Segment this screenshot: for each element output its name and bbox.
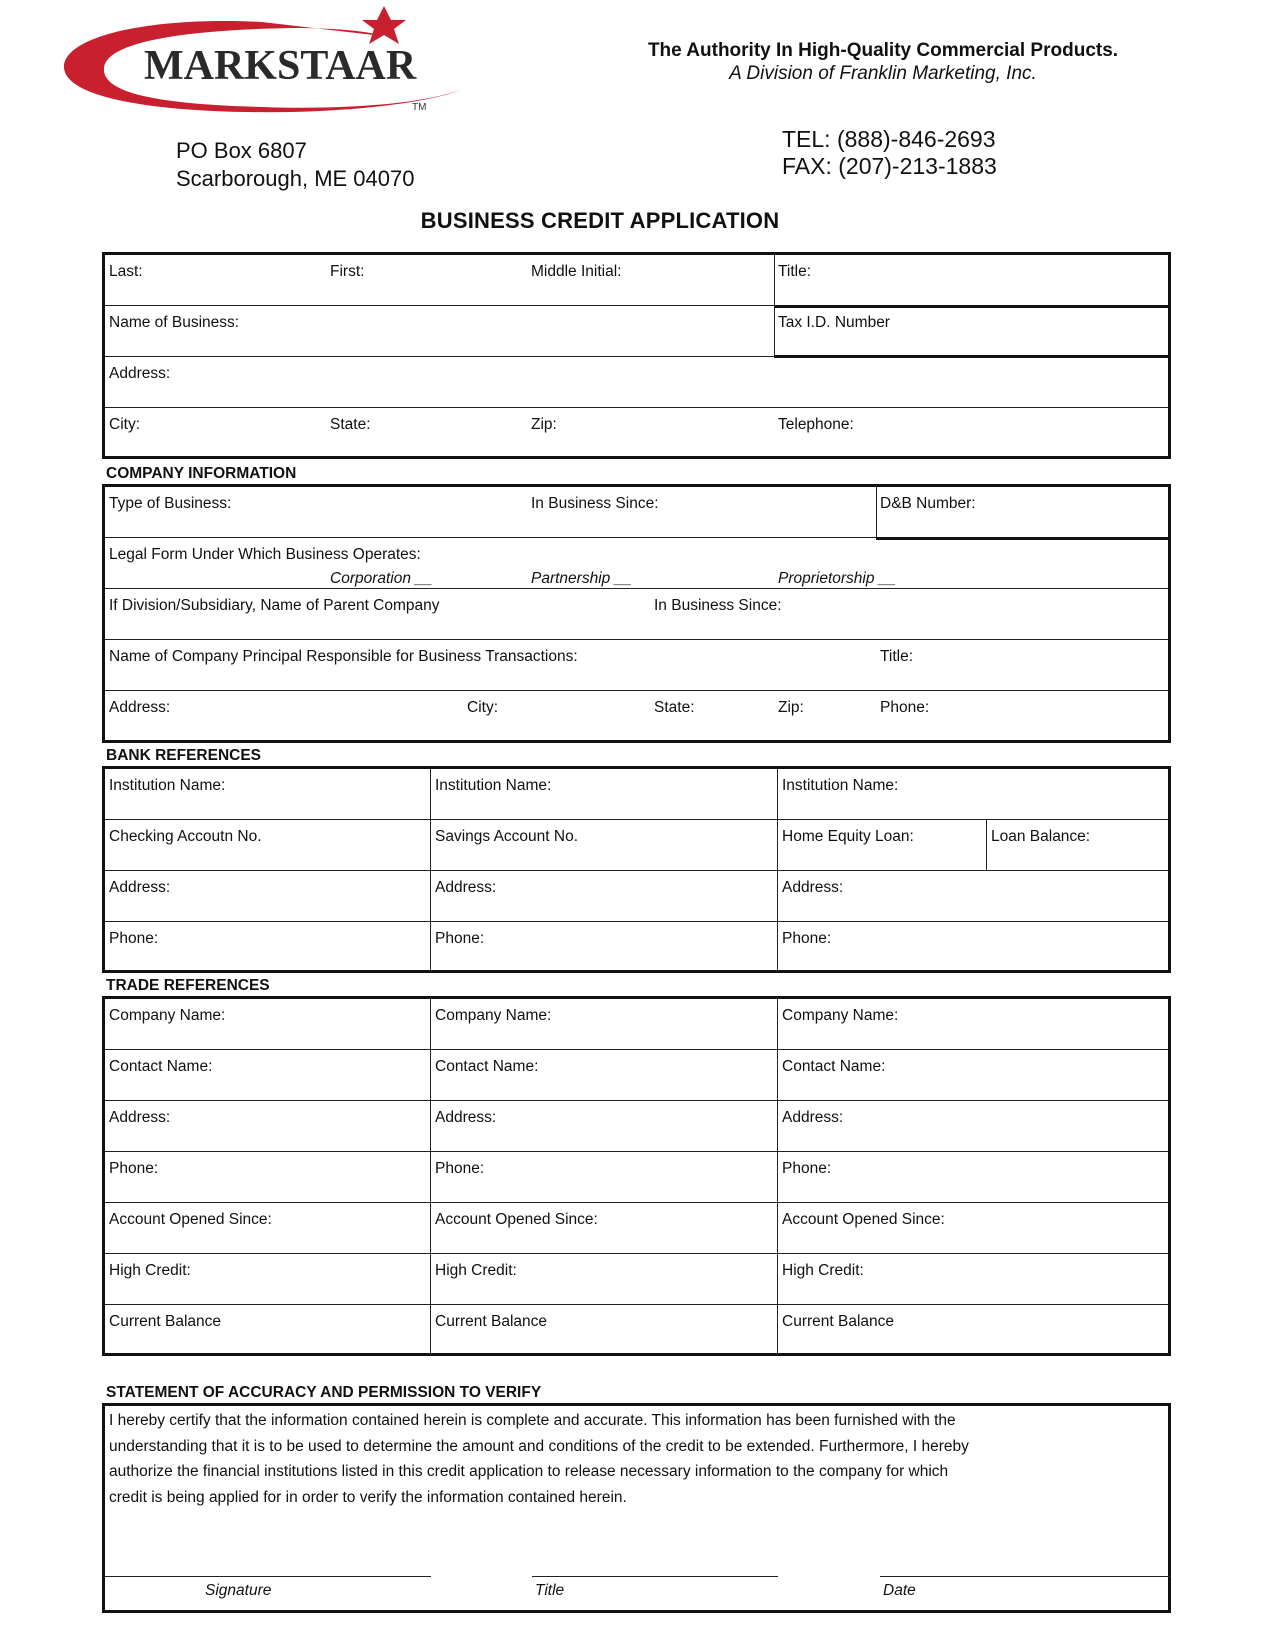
- in-business-since-field[interactable]: In Business Since:: [531, 495, 659, 512]
- statement-line-4: credit is being applied for in order to verify the information contained herein.: [109, 1488, 627, 1506]
- statement-line-1: I hereby certify that the information contained herein is complete and accurate. This information has been furnished with the: [109, 1412, 956, 1429]
- trade-3-phone[interactable]: Phone:: [782, 1160, 832, 1177]
- markstaar-logo: [62, 6, 462, 122]
- bank-2-phone[interactable]: Phone:: [435, 930, 485, 947]
- date-label: Date: [883, 1582, 916, 1599]
- trade-2-high-credit[interactable]: High Credit:: [435, 1262, 517, 1279]
- parent-company-field[interactable]: If Division/Subsidiary, Name of Parent Company: [109, 597, 440, 614]
- principal-title-field[interactable]: Title:: [880, 648, 914, 665]
- statement-heading: STATEMENT OF ACCURACY AND PERMISSION TO VERIFY: [106, 1384, 542, 1401]
- trade-2-company[interactable]: Company Name:: [435, 1007, 552, 1024]
- trade-contact-row: [105, 1050, 1168, 1101]
- bank-references-section: [102, 766, 1171, 973]
- address-row: [105, 357, 1168, 408]
- trade-2-opened[interactable]: Account Opened Since:: [435, 1211, 598, 1228]
- trade-1-high-credit[interactable]: High Credit:: [109, 1262, 191, 1279]
- city-row: [105, 408, 1168, 459]
- savings-account-field[interactable]: Savings Account No.: [435, 828, 579, 845]
- principal-row: [105, 640, 1168, 691]
- company-address-field[interactable]: Address:: [109, 699, 171, 716]
- trade-2-balance[interactable]: Current Balance: [435, 1313, 548, 1330]
- tax-id-field[interactable]: Tax I.D. Number: [778, 314, 890, 331]
- legal-form-row: [105, 538, 1168, 589]
- contact-numbers: [782, 126, 997, 180]
- trade-opened-row: [105, 1203, 1168, 1254]
- state-field[interactable]: State:: [330, 416, 371, 433]
- fax-number: FAX: (207)-213-1883: [782, 153, 997, 179]
- statement-text: [109, 1408, 1029, 1510]
- bank-2-institution[interactable]: Institution Name:: [435, 777, 552, 794]
- trade-phone-row: [105, 1152, 1168, 1203]
- bank-3-address[interactable]: Address:: [782, 879, 844, 896]
- statement-section: [102, 1403, 1171, 1613]
- applicant-title-field[interactable]: Title:: [778, 263, 812, 280]
- trade-high-credit-row: [105, 1254, 1168, 1305]
- bank-2-address[interactable]: Address:: [435, 879, 497, 896]
- type-row: [105, 487, 1168, 538]
- trade-2-contact[interactable]: Contact Name:: [435, 1058, 539, 1075]
- signer-title-label: Title: [535, 1582, 565, 1599]
- partnership-option[interactable]: Partnership __: [531, 570, 632, 587]
- legal-form-label: Legal Form Under Which Business Operates:: [109, 546, 421, 563]
- mailing-address: [176, 137, 415, 193]
- trade-references-heading: TRADE REFERENCES: [106, 977, 270, 994]
- dnb-number-field[interactable]: D&B Number:: [880, 495, 976, 512]
- parent-since-field[interactable]: In Business Since:: [654, 597, 782, 614]
- address-field[interactable]: Address:: [109, 365, 171, 382]
- svg-text:TM: TM: [412, 102, 427, 113]
- company-zip-field[interactable]: Zip:: [778, 699, 804, 716]
- trade-3-high-credit[interactable]: High Credit:: [782, 1262, 864, 1279]
- company-tagline: The Authority In High-Quality Commercial Products.: [647, 40, 1119, 61]
- trade-2-phone[interactable]: Phone:: [435, 1160, 485, 1177]
- zip-field[interactable]: Zip:: [531, 416, 557, 433]
- company-section: [102, 484, 1171, 743]
- trade-3-balance[interactable]: Current Balance: [782, 1313, 895, 1330]
- division-text: A Division of Franklin Marketing, Inc.: [729, 63, 1037, 84]
- checking-account-field[interactable]: Checking Accoutn No.: [109, 828, 262, 845]
- company-info-heading: COMPANY INFORMATION: [106, 465, 297, 482]
- statement-line-2: understanding that it is to be used to determine the amount and conditions of the credit to be extended. Furthermore, I hereby: [109, 1437, 969, 1455]
- trade-3-contact[interactable]: Contact Name:: [782, 1058, 886, 1075]
- company-city-field[interactable]: City:: [467, 699, 498, 716]
- trade-3-company[interactable]: Company Name:: [782, 1007, 899, 1024]
- name-row: [105, 255, 1168, 306]
- statement-line-3: authorize the financial institutions listed in this credit application to release necessary information to the company for which: [109, 1463, 949, 1480]
- trade-1-contact[interactable]: Contact Name:: [109, 1058, 213, 1075]
- telephone-field[interactable]: Telephone:: [778, 416, 854, 433]
- signature-line[interactable]: [105, 1576, 431, 1577]
- business-row: [105, 306, 1168, 357]
- address-line-2: Scarborough, ME 04070: [176, 166, 415, 191]
- trade-2-address[interactable]: Address:: [435, 1109, 497, 1126]
- loan-balance-field[interactable]: Loan Balance:: [991, 828, 1091, 845]
- trade-3-opened[interactable]: Account Opened Since:: [782, 1211, 945, 1228]
- parent-row: [105, 589, 1168, 640]
- bank-3-institution[interactable]: Institution Name:: [782, 777, 899, 794]
- business-name-field[interactable]: Name of Business:: [109, 314, 240, 331]
- business-type-field[interactable]: Type of Business:: [109, 495, 232, 512]
- corporation-option[interactable]: Corporation __: [330, 570, 433, 587]
- trade-1-company[interactable]: Company Name:: [109, 1007, 226, 1024]
- trade-address-row: [105, 1101, 1168, 1152]
- trade-company-row: [105, 999, 1168, 1050]
- bank-phone-row: [105, 922, 1168, 973]
- trade-balance-row: [105, 1305, 1168, 1356]
- trade-1-address[interactable]: Address:: [109, 1109, 171, 1126]
- trade-3-address[interactable]: Address:: [782, 1109, 844, 1126]
- address-line-1: PO Box 6807: [176, 138, 307, 163]
- bank-institution-row: [105, 769, 1168, 820]
- home-equity-loan-field[interactable]: Home Equity Loan:: [782, 828, 914, 845]
- bank-3-phone[interactable]: Phone:: [782, 930, 832, 947]
- page-title: BUSINESS CREDIT APPLICATION: [420, 208, 780, 233]
- trade-1-phone[interactable]: Phone:: [109, 1160, 159, 1177]
- last-name-field[interactable]: Last:: [109, 263, 143, 280]
- company-phone-field[interactable]: Phone:: [880, 699, 930, 716]
- proprietorship-option[interactable]: Proprietorship __: [778, 570, 897, 587]
- bank-account-row: [105, 820, 1168, 871]
- trade-1-opened[interactable]: Account Opened Since:: [109, 1211, 272, 1228]
- date-line[interactable]: [880, 1576, 1171, 1577]
- first-name-field[interactable]: First:: [330, 263, 365, 280]
- trade-references-section: [102, 996, 1171, 1356]
- middle-initial-field[interactable]: Middle Initial:: [531, 263, 622, 280]
- company-address-row: [105, 691, 1168, 742]
- signer-title-line[interactable]: [532, 1576, 778, 1577]
- signature-label: Signature: [205, 1582, 272, 1599]
- company-state-field[interactable]: State:: [654, 699, 695, 716]
- trade-1-balance[interactable]: Current Balance: [109, 1313, 222, 1330]
- bank-references-heading: BANK REFERENCES: [106, 747, 262, 764]
- bank-1-phone[interactable]: Phone:: [109, 930, 159, 947]
- bank-1-address[interactable]: Address:: [109, 879, 171, 896]
- principal-name-field[interactable]: Name of Company Principal Responsible for Business Transactions:: [109, 648, 578, 665]
- bank-address-row: [105, 871, 1168, 922]
- svg-text:MARKSTAAR: MARKSTAAR: [144, 43, 417, 89]
- city-field[interactable]: City:: [109, 416, 140, 433]
- tel-number: TEL: (888)-846-2693: [782, 126, 996, 152]
- tagline-block: [623, 40, 1143, 85]
- bank-1-institution[interactable]: Institution Name:: [109, 777, 226, 794]
- applicant-section: [102, 252, 1171, 459]
